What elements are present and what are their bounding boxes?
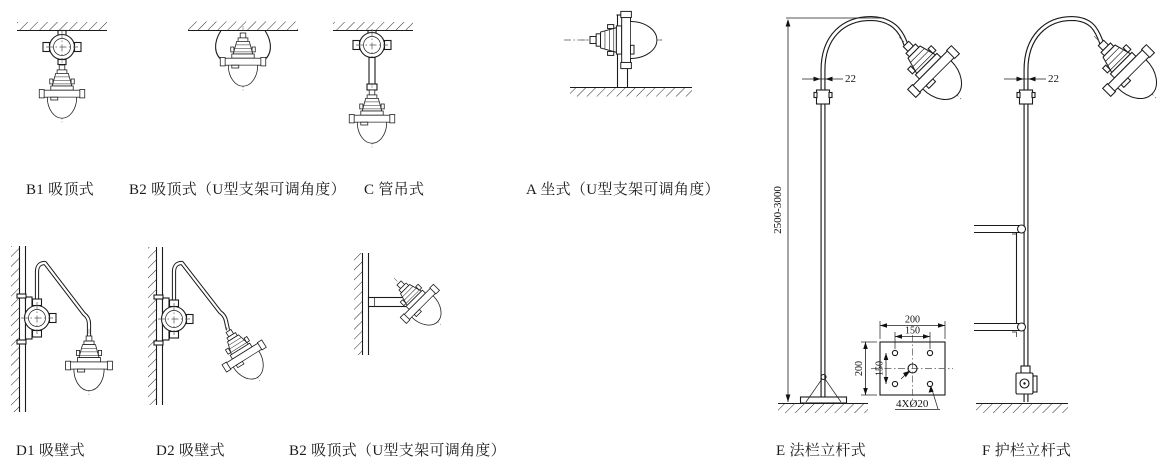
dim-pole-height: 2500-3000 — [772, 186, 784, 234]
guardrail — [974, 225, 1026, 337]
caption-e: E 法栏立杆式 — [776, 443, 867, 459]
wall-hatch — [11, 246, 20, 412]
dim-base-height: 200 — [854, 361, 865, 376]
lamp-icon — [220, 26, 266, 92]
junction-box-icon — [353, 29, 391, 61]
caption-d1: D1 吸壁式 — [16, 443, 85, 459]
ceiling-hatch — [333, 22, 413, 31]
lamp-icon — [1072, 14, 1160, 121]
wall-hatch — [354, 253, 363, 355]
ground-hatch — [778, 404, 868, 413]
dim-base-holes: 4XØ20 — [896, 398, 929, 410]
dim-base-width: 200 — [905, 314, 920, 326]
ceiling-hatch — [17, 22, 107, 31]
lamp-icon — [581, 11, 664, 68]
dim-f-pole-width: 22 — [1048, 73, 1059, 85]
lamp-icon — [39, 58, 85, 124]
ground-hatch — [976, 404, 1068, 413]
wall-hatch — [148, 247, 157, 405]
dim-base-hole-spacing-h: 150 — [905, 325, 920, 337]
lamp-icon — [205, 312, 281, 394]
lamp-icon — [349, 83, 395, 149]
figure-d1 — [11, 246, 112, 412]
dim-base-hole-spacing-v: 150 — [874, 361, 886, 376]
figure-c — [333, 22, 413, 149]
figure-b2 — [188, 22, 298, 92]
figure-b2-arm — [354, 253, 458, 355]
figure-f — [974, 14, 1160, 413]
caption-a: A 坐式（U型支架可调角度） — [526, 182, 720, 198]
caption-d2: D2 吸壁式 — [156, 443, 225, 459]
caption-b1: B1 吸顶式 — [26, 182, 95, 198]
dim-e-pole-width: 22 — [845, 73, 856, 85]
caption-b2: B2 吸顶式（U型支架可调角度） — [129, 182, 346, 198]
caption-f: F 护栏立杆式 — [982, 443, 1072, 459]
caption-b2-arm: B2 吸顶式（U型支架可调角度） — [289, 443, 506, 459]
ground-hatch — [570, 88, 692, 97]
figure-e — [772, 15, 984, 413]
pole-junction-box-icon — [1016, 366, 1037, 394]
lamp-icon — [66, 329, 113, 397]
caption-c: C 管吊式 — [364, 182, 425, 198]
base-plate-detail — [854, 315, 953, 411]
figure-a — [564, 11, 692, 96]
lamp-icon — [877, 15, 984, 122]
figure-b1 — [17, 22, 107, 124]
figure-d2 — [148, 247, 280, 405]
